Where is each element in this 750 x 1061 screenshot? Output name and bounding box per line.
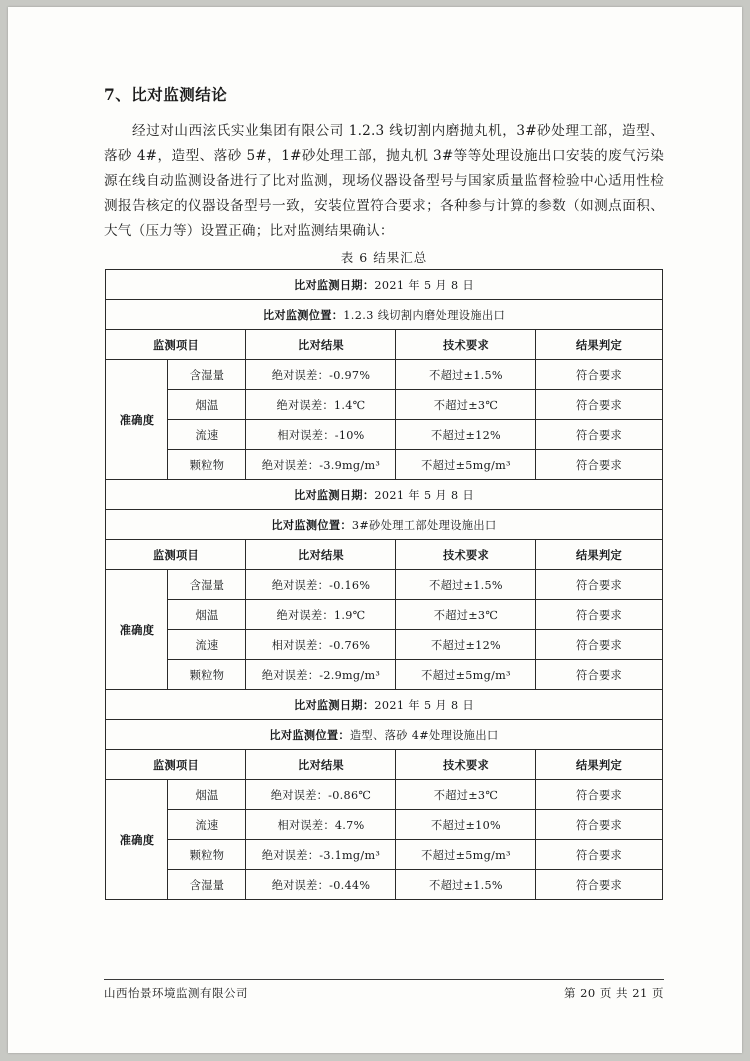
table-row bbox=[106, 390, 662, 420]
row-item: 流速 bbox=[168, 420, 246, 450]
location-value: 造型、落砂 4#处理设施出口 bbox=[349, 728, 499, 742]
row-requirement: 不超过±1.5% bbox=[396, 360, 536, 390]
table-row bbox=[106, 840, 662, 870]
column-header-item: 监测项目 bbox=[106, 750, 246, 780]
group-label-accuracy: 准确度 bbox=[106, 570, 168, 690]
table-header-row bbox=[106, 330, 662, 360]
row-item: 含湿量 bbox=[168, 360, 246, 390]
date-value: 2021 年 5 月 8 日 bbox=[374, 488, 475, 502]
document-content bbox=[104, 83, 664, 900]
table-row bbox=[106, 300, 662, 330]
column-header-requirement: 技术要求 bbox=[396, 330, 536, 360]
row-requirement: 不超过±1.5% bbox=[396, 870, 536, 900]
row-item: 颗粒物 bbox=[168, 660, 246, 690]
row-item: 烟温 bbox=[168, 390, 246, 420]
group-label-accuracy: 准确度 bbox=[106, 360, 168, 480]
row-judgement: 符合要求 bbox=[536, 810, 662, 840]
column-header-result: 比对结果 bbox=[246, 540, 396, 570]
table-header-row bbox=[106, 750, 662, 780]
row-result: 绝对误差：-0.97% bbox=[246, 360, 396, 390]
row-result: 绝对误差：-2.9mg/m³ bbox=[246, 660, 396, 690]
block-location-cell bbox=[106, 300, 662, 330]
row-requirement: 不超过±3℃ bbox=[396, 390, 536, 420]
column-header-result: 比对结果 bbox=[246, 330, 396, 360]
row-judgement: 符合要求 bbox=[536, 390, 662, 420]
row-result: 相对误差：-0.76% bbox=[246, 630, 396, 660]
location-value: 3#砂处理工部处理设施出口 bbox=[351, 518, 497, 532]
row-requirement: 不超过±5mg/m³ bbox=[396, 450, 536, 480]
location-value: 1.2.3 线切割内磨处理设施出口 bbox=[343, 308, 506, 322]
footer-company: 山西怡景环境监测有限公司 bbox=[104, 986, 248, 1000]
column-header-requirement: 技术要求 bbox=[396, 750, 536, 780]
row-judgement: 符合要求 bbox=[536, 360, 662, 390]
row-judgement: 符合要求 bbox=[536, 870, 662, 900]
table-row bbox=[106, 270, 662, 300]
row-result: 相对误差：-10% bbox=[246, 420, 396, 450]
block-location-cell bbox=[106, 510, 662, 540]
row-requirement: 不超过±12% bbox=[396, 630, 536, 660]
row-result: 绝对误差：-0.86℃ bbox=[246, 780, 396, 810]
table-caption: 表 6 结果汇总 bbox=[340, 250, 428, 265]
row-judgement: 符合要求 bbox=[536, 570, 662, 600]
row-result: 绝对误差：-3.1mg/m³ bbox=[246, 840, 396, 870]
row-result: 绝对误差：-0.44% bbox=[246, 870, 396, 900]
date-value: 2021 年 5 月 8 日 bbox=[374, 698, 475, 712]
block-date-cell bbox=[106, 480, 662, 510]
date-label: 比对监测日期： bbox=[293, 697, 375, 712]
column-header-requirement: 技术要求 bbox=[396, 540, 536, 570]
row-requirement: 不超过±10% bbox=[396, 810, 536, 840]
table-row bbox=[106, 720, 662, 750]
row-requirement: 不超过±5mg/m³ bbox=[396, 840, 536, 870]
group-label-accuracy: 准确度 bbox=[106, 780, 168, 900]
row-result: 绝对误差：-3.9mg/m³ bbox=[246, 450, 396, 480]
table-row bbox=[106, 360, 662, 390]
column-header-judgement: 结果判定 bbox=[536, 540, 662, 570]
row-requirement: 不超过±1.5% bbox=[396, 570, 536, 600]
row-judgement: 符合要求 bbox=[536, 450, 662, 480]
row-result: 绝对误差：1.9℃ bbox=[246, 600, 396, 630]
row-judgement: 符合要求 bbox=[536, 630, 662, 660]
row-item: 烟温 bbox=[168, 600, 246, 630]
column-header-judgement: 结果判定 bbox=[536, 750, 662, 780]
row-requirement: 不超过±3℃ bbox=[396, 600, 536, 630]
row-requirement: 不超过±5mg/m³ bbox=[396, 660, 536, 690]
date-label: 比对监测日期： bbox=[293, 277, 375, 292]
table-row bbox=[106, 690, 662, 720]
page-footer bbox=[104, 979, 664, 1001]
row-item: 含湿量 bbox=[168, 870, 246, 900]
footer-page-number: 第 20 页 共 21 页 bbox=[563, 986, 664, 1000]
row-requirement: 不超过±12% bbox=[396, 420, 536, 450]
row-item: 流速 bbox=[168, 630, 246, 660]
conclusion-paragraph: 经过对山西泫氏实业集团有限公司 1.2.3 线切割内磨抛丸机，3#砂处理工部，造型、落砂 4#，造型、落砂 5#，1#砂处理工部，抛丸机 3#等等处理设施出口安装的废气污染源在线自动监测设备进行了比对监测，现场仪器设备型号与国家质量监督检验中心适用性检测报告核定的仪器设备型号一致，安装位置符合要求；各种参与计算的参数（如测点面积、大气（压力等）设置正确；比对监测结果确认： bbox=[104, 123, 664, 239]
column-header-item: 监测项目 bbox=[106, 540, 246, 570]
document-page bbox=[8, 7, 742, 1053]
row-item: 烟温 bbox=[168, 780, 246, 810]
table-row bbox=[106, 810, 662, 840]
table-row bbox=[106, 420, 662, 450]
row-result: 相对误差：4.7% bbox=[246, 810, 396, 840]
row-item: 颗粒物 bbox=[168, 450, 246, 480]
row-item: 颗粒物 bbox=[168, 840, 246, 870]
row-judgement: 符合要求 bbox=[536, 420, 662, 450]
row-requirement: 不超过±3℃ bbox=[396, 780, 536, 810]
column-header-result: 比对结果 bbox=[246, 750, 396, 780]
location-label: 比对监测位置： bbox=[271, 517, 352, 532]
results-summary-table bbox=[105, 269, 662, 900]
block-date-cell bbox=[106, 690, 662, 720]
table-row bbox=[106, 630, 662, 660]
table-row bbox=[106, 870, 662, 900]
location-label: 比对监测位置： bbox=[262, 307, 344, 322]
column-header-judgement: 结果判定 bbox=[536, 330, 662, 360]
row-item: 含湿量 bbox=[168, 570, 246, 600]
row-judgement: 符合要求 bbox=[536, 660, 662, 690]
table-row bbox=[106, 600, 662, 630]
table-header-row bbox=[106, 540, 662, 570]
row-item: 流速 bbox=[168, 810, 246, 840]
location-label: 比对监测位置： bbox=[269, 727, 350, 742]
table-row bbox=[106, 780, 662, 810]
row-judgement: 符合要求 bbox=[536, 840, 662, 870]
date-label: 比对监测日期： bbox=[293, 487, 375, 502]
table-row bbox=[106, 510, 662, 540]
row-judgement: 符合要求 bbox=[536, 780, 662, 810]
row-judgement: 符合要求 bbox=[536, 600, 662, 630]
row-result: 绝对误差：-0.16% bbox=[246, 570, 396, 600]
page-title: 7、比对监测结论 bbox=[104, 85, 228, 104]
table-row bbox=[106, 450, 662, 480]
block-date-cell bbox=[106, 270, 662, 300]
block-location-cell bbox=[106, 720, 662, 750]
column-header-item: 监测项目 bbox=[106, 330, 246, 360]
row-result: 绝对误差：1.4℃ bbox=[246, 390, 396, 420]
table-row bbox=[106, 480, 662, 510]
table-row bbox=[106, 570, 662, 600]
date-value: 2021 年 5 月 8 日 bbox=[374, 278, 475, 292]
table-row bbox=[106, 660, 662, 690]
